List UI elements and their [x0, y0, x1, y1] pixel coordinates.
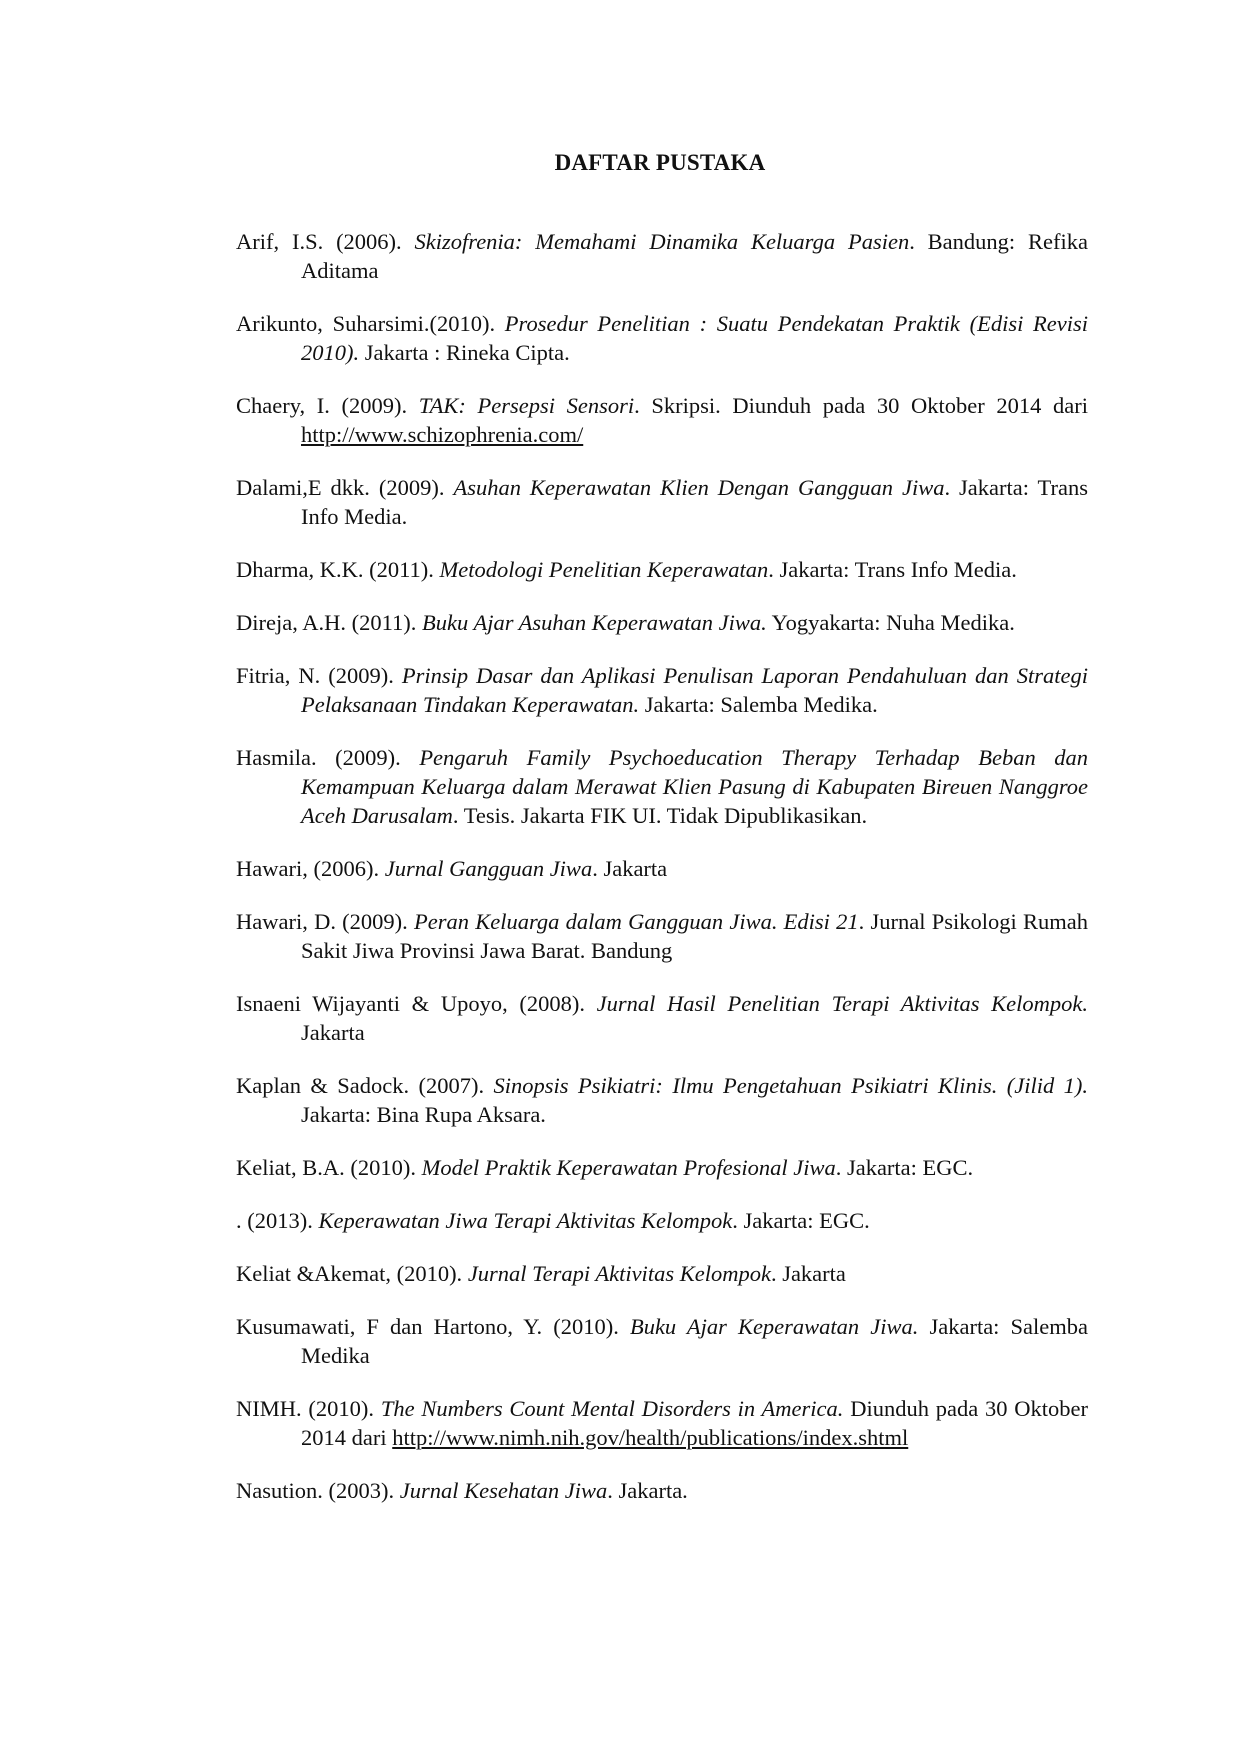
reference-text: Hasmila. (2009).	[236, 745, 420, 770]
reference-entry	[236, 1071, 1088, 1129]
reference-entry	[236, 1394, 1088, 1452]
reference-title: Model Praktik Keperawatan Profesional Jiwa	[421, 1155, 836, 1180]
reference-title: Metodologi Penelitian Keperawatan	[439, 557, 769, 582]
reference-title: TAK: Persepsi Sensori	[418, 393, 635, 418]
reference-text: Keliat, B.A. (2010).	[236, 1155, 422, 1180]
reference-entry	[236, 661, 1088, 719]
reference-text: Hawari, (2006).	[236, 856, 385, 881]
reference-text: Jakarta	[301, 1020, 365, 1045]
reference-entry	[236, 309, 1088, 367]
reference-entry	[236, 1312, 1088, 1370]
reference-text: Kaplan & Sadock. (2007).	[236, 1073, 494, 1098]
reference-text: . Bandung: Refika Aditama	[301, 229, 1088, 283]
reference-title: Asuhan Keperawatan Klien Dengan Gangguan Jiwa	[453, 475, 945, 500]
reference-title: Buku Ajar Keperawatan Jiwa.	[629, 1314, 919, 1339]
reference-entry	[236, 227, 1088, 285]
reference-text: Arikunto, Suharsimi.(2010).	[236, 311, 505, 336]
reference-text: . Jurnal Psikologi Rumah Sakit Jiwa Provinsi Jawa Barat. Bandung	[301, 909, 1088, 963]
reference-title: Keperawatan Jiwa Terapi Aktivitas Kelompok	[318, 1208, 733, 1233]
reference-entry	[236, 854, 1088, 883]
page-title: DAFTAR PUSTAKA	[554, 150, 766, 175]
reference-title: Peran Keluarga dalam Gangguan Jiwa. Edisi 21	[414, 909, 859, 934]
reference-text: Diunduh pada 30 Oktober 2014 dari	[301, 1396, 1089, 1450]
reference-text: NIMH. (2010).	[236, 1396, 381, 1421]
reference-text: . Jakarta: EGC.	[732, 1208, 870, 1233]
reference-title: Jurnal Terapi Aktivitas Kelompok	[467, 1261, 771, 1286]
reference-entry	[236, 1259, 1088, 1288]
reference-text: . Jakarta: Trans Info Media.	[301, 475, 1088, 529]
reference-text: Fitria, N. (2009).	[236, 663, 402, 688]
reference-text: Arif, I.S. (2006).	[236, 229, 415, 254]
reference-text: Nasution. (2003).	[236, 1478, 400, 1503]
reference-text: . Jakarta: Trans Info Media.	[768, 557, 1017, 582]
reference-title: Prosedur Penelitian : Suatu Pendekatan Praktik (Edisi Revisi 2010).	[301, 311, 1089, 365]
reference-title: The Numbers Count Mental Disorders in America.	[380, 1396, 844, 1421]
reference-entry	[236, 555, 1088, 584]
reference-title: Prinsip Dasar dan Aplikasi Penulisan Laporan Pendahuluan dan Strategi Pelaksanaan Tindakan Keperawatan.	[301, 663, 1088, 717]
reference-text: . Tesis. Jakarta FIK UI. Tidak Dipublikasikan.	[452, 803, 868, 828]
reference-text: Jakarta: Bina Rupa Aksara.	[301, 1102, 546, 1127]
reference-text: Dharma, K.K. (2011).	[236, 557, 440, 582]
reference-text: Kusumawati, F dan Hartono, Y. (2010).	[236, 1314, 630, 1339]
reference-entry	[236, 608, 1088, 637]
reference-text: Hawari, D. (2009).	[236, 909, 415, 934]
reference-text: . Jakarta	[770, 1261, 846, 1286]
reference-title: Jurnal Kesehatan Jiwa	[399, 1478, 608, 1503]
reference-entry	[236, 391, 1088, 449]
reference-title: Skizofrenia: Memahami Dinamika Keluarga Pasien	[414, 229, 910, 254]
reference-title: Pengaruh Family Psychoeducation Therapy Terhadap Beban dan Kemampuan Keluarga dalam Merawat Klien Pasung di Kabupaten Bireuen Nanggroe Aceh Darusalam	[301, 745, 1088, 828]
reference-text: Dalami,E dkk. (2009).	[236, 475, 454, 500]
reference-text: . Skripsi. Diunduh pada 30 Oktober 2014 dari	[634, 393, 1088, 418]
reference-text: Keliat &Akemat, (2010).	[236, 1261, 468, 1286]
reference-text: . Jakarta: EGC.	[835, 1155, 974, 1180]
reference-text: . Jakarta	[592, 856, 668, 881]
reference-text: Jakarta: Salemba Medika.	[639, 692, 878, 717]
reference-entry	[236, 989, 1088, 1047]
reference-title: Sinopsis Psikiatri: Ilmu Pengetahuan Psikiatri Klinis. (Jilid 1).	[493, 1073, 1088, 1098]
reference-text: . (2013).	[236, 1208, 319, 1233]
reference-link[interactable]: http://www.nimh.nih.gov/health/publications/index.shtml	[392, 1425, 909, 1450]
reference-title: Jurnal Hasil Penelitian Terapi Aktivitas Kelompok.	[596, 991, 1088, 1016]
reference-title: Jurnal Gangguan Jiwa	[384, 856, 593, 881]
reference-entry	[236, 743, 1088, 830]
reference-entry	[236, 1476, 1088, 1505]
reference-entry	[236, 473, 1088, 531]
reference-entry	[236, 1206, 1088, 1235]
reference-text: . Jakarta.	[607, 1478, 688, 1503]
reference-text: Jakarta : Rineka Cipta.	[359, 340, 570, 365]
reference-text: Chaery, I. (2009).	[236, 393, 419, 418]
reference-entry	[236, 907, 1088, 965]
reference-list	[236, 227, 1088, 1529]
reference-text: Direja, A.H. (2011).	[236, 610, 422, 635]
reference-text: Isnaeni Wijayanti & Upoyo, (2008).	[236, 991, 597, 1016]
reference-text: Yogyakarta: Nuha Medika.	[766, 610, 1015, 635]
reference-entry	[236, 1153, 1088, 1182]
reference-title: Buku Ajar Asuhan Keperawatan Jiwa.	[422, 610, 767, 635]
reference-text: Jakarta: Salemba Medika	[301, 1314, 1088, 1368]
reference-link[interactable]: http://www.schizophrenia.com/	[301, 422, 584, 447]
